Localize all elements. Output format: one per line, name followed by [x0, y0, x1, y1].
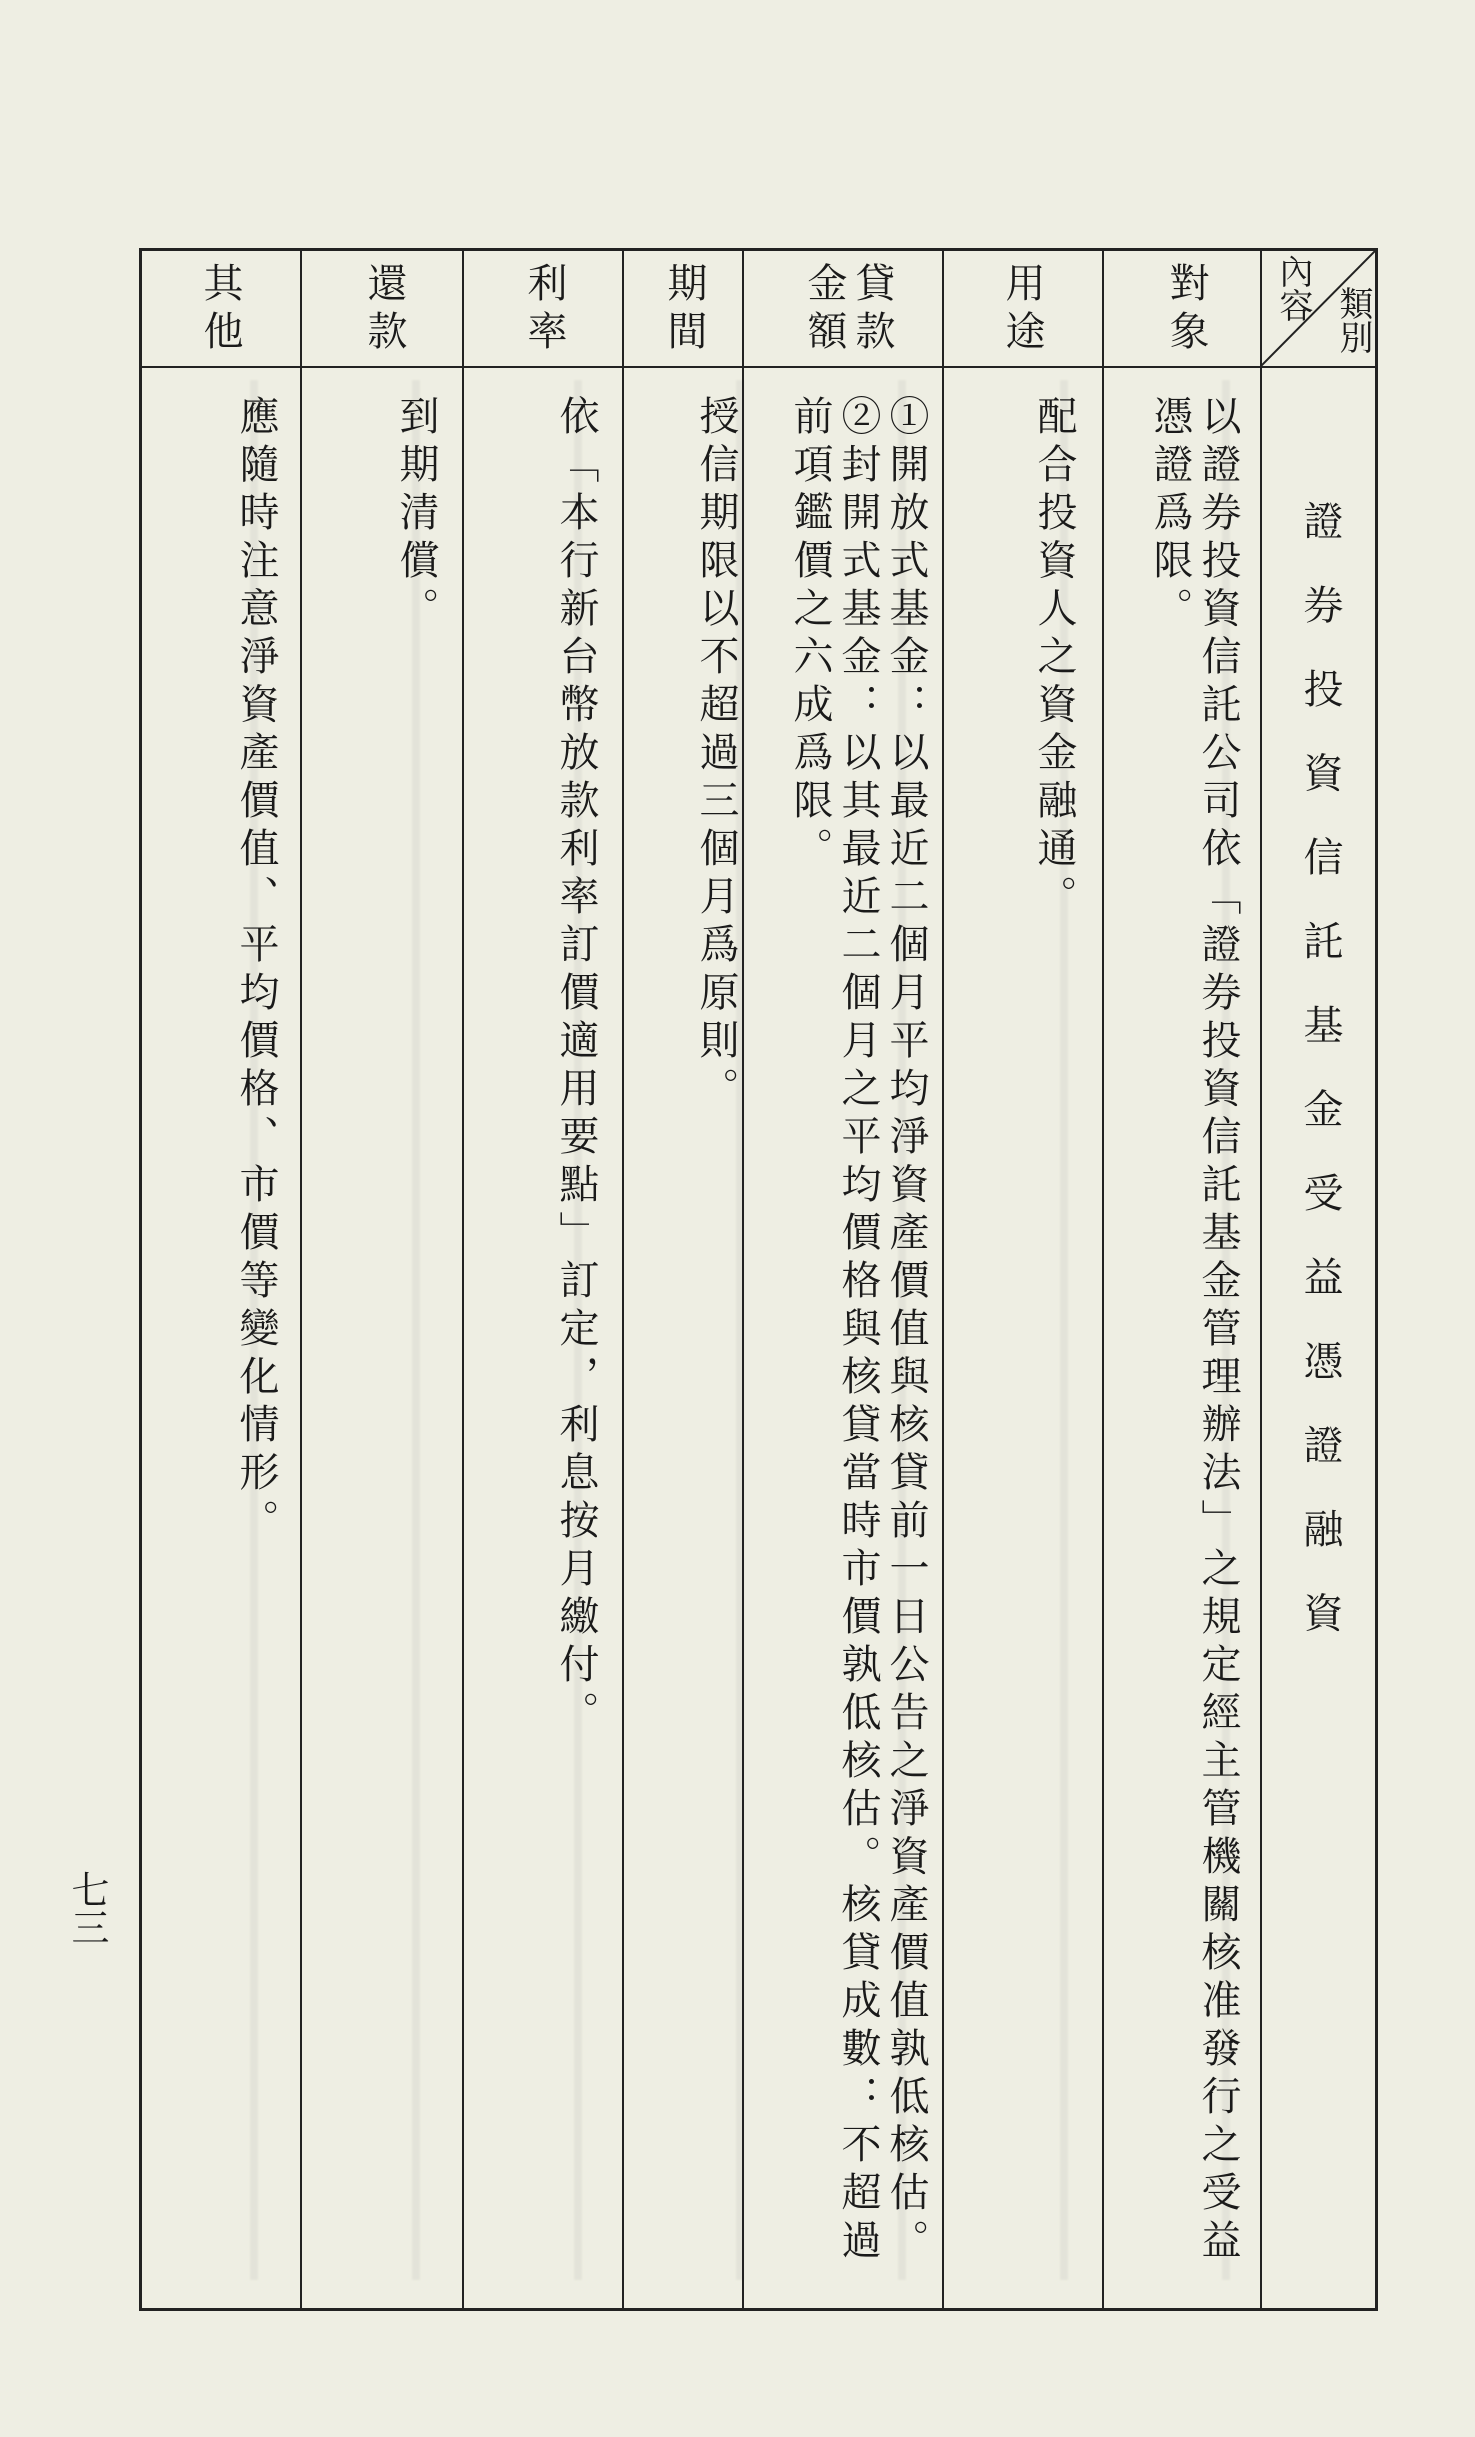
corner-label-category: 類別 — [1333, 286, 1373, 354]
column-divider — [742, 248, 744, 2311]
body-usage: 配合投資人之資金融通。 — [1031, 395, 1077, 923]
column-divider — [1260, 248, 1262, 2311]
header-other: 其他 — [197, 262, 243, 358]
header-amount: 貸款金額 — [801, 262, 895, 358]
page-number: 七三 — [65, 1870, 109, 1946]
header-target: 對象 — [1163, 262, 1209, 358]
body-other: 應隨時注意淨資產價值、平均價格、市價等變化情形。 — [233, 395, 279, 1547]
corner-label-content: 內容 — [1273, 254, 1313, 322]
header-repay: 還款 — [361, 262, 407, 358]
body-period: 授信期限以不超過三個月爲原則。 — [693, 395, 739, 1115]
column-divider — [462, 248, 464, 2311]
body-target: 以證券投資信託公司依「證券投資信託基金管理辦法」之規定經主管機關核准發行之受益憑證爲限。 — [1147, 395, 1241, 2267]
header-separator — [139, 366, 1378, 368]
header-period: 期間 — [661, 262, 707, 358]
loan-product-title: 證券投資信託基金受益憑證融資 — [1297, 500, 1343, 1676]
body-repay: 到期清償。 — [393, 395, 439, 635]
column-divider — [1102, 248, 1104, 2311]
column-divider — [622, 248, 624, 2311]
body-amount: ①開放式基金：以最近二個月平均淨資產價值與核貸前一日公告之淨資產價值孰低核估。②封開式基金：以其最近二個月之平均價格與核貸當時市價孰低核估。核貸成數：不超過前項鑑價之六成爲限。 — [787, 395, 929, 2267]
header-usage: 用途 — [999, 262, 1045, 358]
column-divider — [300, 248, 302, 2311]
header-rate: 利率 — [521, 262, 567, 358]
body-rate: 依「本行新台幣放款利率訂價適用要點」訂定，利息按月繳付。 — [553, 395, 599, 1739]
column-divider — [942, 248, 944, 2311]
